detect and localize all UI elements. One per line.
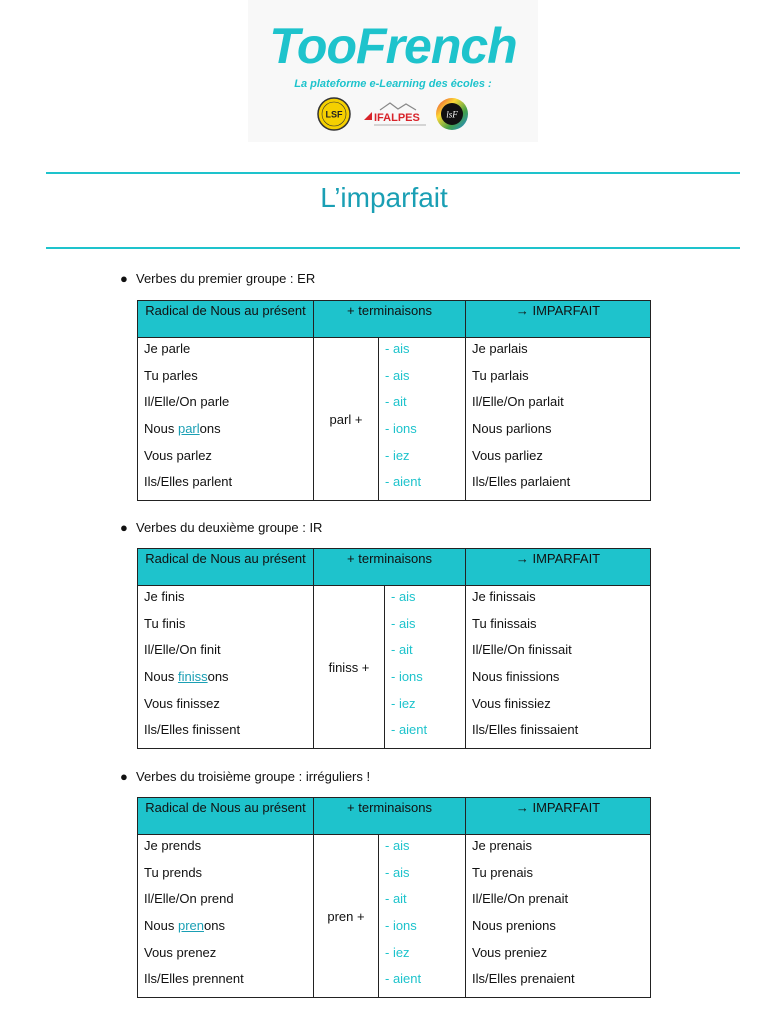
subject-line: Ils/Elles parlent xyxy=(144,474,233,490)
section-heading-ir xyxy=(120,520,322,535)
result-line: Tu parlais xyxy=(472,367,529,383)
section-heading-er xyxy=(120,271,315,286)
result-line: Je parlais xyxy=(472,341,528,356)
subject-line: Je finis xyxy=(144,589,185,604)
nous-stem-highlight: finiss xyxy=(177,669,208,685)
result-line: Tu finissais xyxy=(472,615,537,631)
subject-line: Il/Elle/On parle xyxy=(144,394,230,410)
ending: - iez xyxy=(391,695,416,711)
ending: - aient xyxy=(385,474,422,490)
subject-line: Tu finis xyxy=(144,615,186,631)
ifalpes-school-logo xyxy=(360,100,432,130)
subject-line: Vous parlez xyxy=(144,447,212,463)
ending: - ais xyxy=(391,615,416,631)
ending: - ait xyxy=(385,394,407,410)
header-radical: Radical de Nous au présent xyxy=(138,301,314,338)
subject-line: Tu parles xyxy=(144,367,198,383)
subjects-cell xyxy=(138,586,314,749)
title-divider-bottom xyxy=(46,247,740,249)
subject-line: Ils/Elles finissent xyxy=(144,722,241,738)
ending: - iez xyxy=(385,944,410,960)
subject-line-nous: Nous finissons xyxy=(144,669,229,685)
subjects-cell xyxy=(138,338,314,501)
ending: - ais xyxy=(385,864,410,880)
result-line: Je finissais xyxy=(472,589,536,604)
section-heading-text: Verbes du premier groupe : ER xyxy=(136,271,316,286)
brand-title: TooFrench xyxy=(269,18,517,74)
subject-line: Il/Elle/On prend xyxy=(144,891,234,907)
bullet-icon: ● xyxy=(120,769,128,784)
title-divider-top xyxy=(46,172,740,174)
result-line: Vous finissiez xyxy=(472,695,551,711)
brand-tagline: La plateforme e-Learning des écoles : xyxy=(294,78,492,90)
result-line: Vous parliez xyxy=(472,447,543,463)
ending: - aient xyxy=(391,722,428,738)
section-heading-text: Verbes du deuxième groupe : IR xyxy=(136,520,323,535)
header-terminaisons: + terminaisons xyxy=(314,301,466,338)
lsf-school-logo xyxy=(316,96,352,132)
bullet-icon: ● xyxy=(120,271,128,286)
conjugation-table-er xyxy=(137,300,651,501)
result-line: Ils/Elles parlaient xyxy=(472,474,571,490)
ifalpes-text: IFALPES xyxy=(374,112,420,124)
header-terminaisons: + terminaisons xyxy=(314,549,466,586)
results-cell xyxy=(466,586,651,749)
results-cell xyxy=(466,338,651,501)
header-terminaisons: + terminaisons xyxy=(314,798,466,835)
ending: - ais xyxy=(385,838,410,853)
result-line: Nous prenions xyxy=(472,918,556,934)
conjugation-table-irregular xyxy=(137,797,651,998)
ending: - ions xyxy=(385,421,417,437)
ending: - ais xyxy=(391,589,416,604)
result-line: Il/Elle/On parlait xyxy=(472,394,564,410)
result-line: Tu prenais xyxy=(472,864,533,880)
endings-cell xyxy=(385,586,466,749)
header-imparfait: → IMPARFAIT xyxy=(466,301,651,338)
result-line: Ils/Elles prenaient xyxy=(472,971,575,987)
subjects-cell xyxy=(138,835,314,998)
ending: - ions xyxy=(391,669,423,685)
subject-line: Je parle xyxy=(144,341,191,356)
results-cell xyxy=(466,835,651,998)
lsf-rainbow-text: lsF xyxy=(446,109,458,120)
subject-line: Il/Elle/On finit xyxy=(144,642,221,658)
stem-cell: pren + xyxy=(314,835,379,998)
result-line: Il/Elle/On prenait xyxy=(472,891,569,907)
subject-line: Je prends xyxy=(144,838,202,853)
subject-line: Tu prends xyxy=(144,864,203,880)
subject-line: Vous finissez xyxy=(144,695,220,711)
result-line: Il/Elle/On finissait xyxy=(472,642,572,658)
bullet-icon: ● xyxy=(120,520,128,535)
endings-cell xyxy=(379,338,466,501)
lsf-text: LSF xyxy=(325,109,343,120)
stem-cell: parl + xyxy=(314,338,379,501)
ending: - ait xyxy=(391,642,413,658)
header-imparfait: → IMPARFAIT xyxy=(466,798,651,835)
header-imparfait: → IMPARFAIT xyxy=(466,549,651,586)
ending: - iez xyxy=(385,447,410,463)
result-line: Nous finissions xyxy=(472,669,560,685)
header-radical: Radical de Nous au présent xyxy=(138,798,314,835)
endings-cell xyxy=(379,835,466,998)
ending: - ais xyxy=(385,341,410,356)
ending: - ions xyxy=(385,918,417,934)
result-line: Vous preniez xyxy=(472,944,548,960)
stem-cell: finiss + xyxy=(314,586,385,749)
result-line: Ils/Elles finissaient xyxy=(472,722,579,738)
ending: - ais xyxy=(385,367,410,383)
ending: - ait xyxy=(385,891,407,907)
conjugation-table-ir xyxy=(137,548,651,749)
brand-logo xyxy=(248,0,538,142)
ending: - aient xyxy=(385,971,422,987)
nous-stem-highlight: parl xyxy=(177,421,200,437)
subject-line-nous: Nous parlons xyxy=(144,421,221,437)
page-title: L’imparfait xyxy=(320,182,448,213)
subject-line: Ils/Elles prennent xyxy=(144,971,244,987)
section-heading-irregular xyxy=(120,769,370,784)
result-line: Nous parlions xyxy=(472,421,552,437)
subject-line: Vous prenez xyxy=(144,944,217,960)
result-line: Je prenais xyxy=(472,838,532,853)
section-heading-text: Verbes du troisième groupe : irréguliers ! xyxy=(136,769,371,784)
nous-stem-highlight: pren xyxy=(177,918,204,934)
header-radical: Radical de Nous au présent xyxy=(138,549,314,586)
subject-line-nous: Nous prenons xyxy=(144,918,225,934)
lsf-rainbow-school-logo xyxy=(434,96,470,132)
